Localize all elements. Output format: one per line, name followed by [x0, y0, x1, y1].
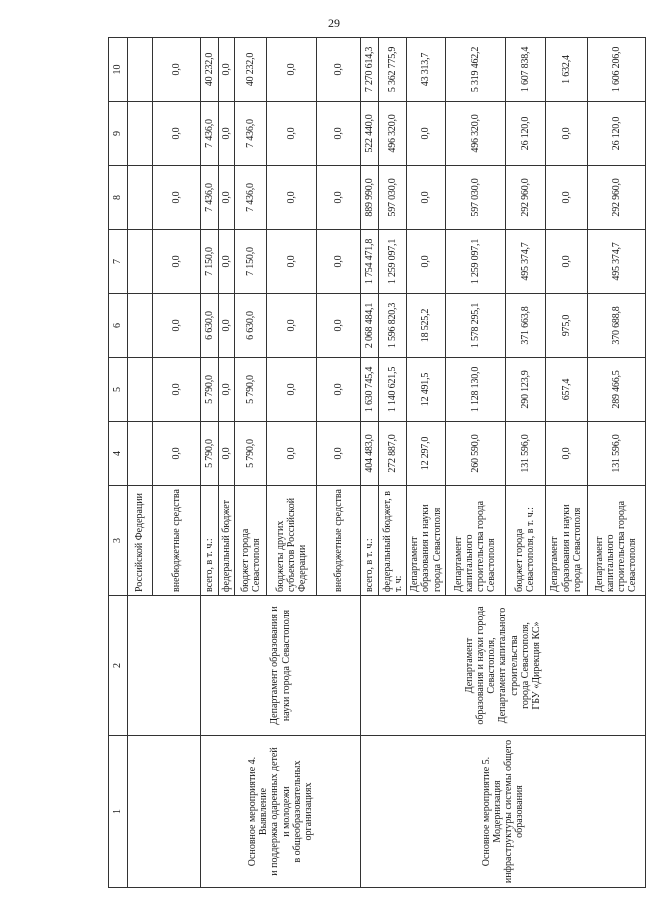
- executor-cell: [128, 596, 201, 736]
- funding-source-cell: Департамент капитального строительства города Севастополя: [445, 486, 505, 596]
- amount-cell: 5 319 462,2: [445, 38, 505, 102]
- amount-cell: 0,0: [153, 230, 201, 294]
- column-number: 2: [109, 596, 128, 736]
- amount-cell: [128, 166, 153, 230]
- column-number: 8: [109, 166, 128, 230]
- column-number: 10: [109, 38, 128, 102]
- activity-cell: [128, 736, 201, 888]
- amount-cell: 0,0: [219, 166, 235, 230]
- amount-cell: 522 440,0: [361, 102, 379, 166]
- amount-cell: 0,0: [317, 422, 361, 486]
- column-number: 9: [109, 102, 128, 166]
- amount-cell: 40 232,0: [235, 38, 267, 102]
- table-row: [361, 38, 379, 888]
- amount-cell: 18 525,2: [407, 294, 446, 358]
- amount-cell: 0,0: [267, 166, 317, 230]
- amount-cell: 597 030,0: [445, 166, 505, 230]
- amount-cell: 495 374,7: [587, 230, 645, 294]
- column-number: 6: [109, 294, 128, 358]
- amount-cell: 7 436,0: [201, 102, 219, 166]
- amount-cell: 40 232,0: [201, 38, 219, 102]
- amount-cell: 0,0: [267, 102, 317, 166]
- amount-cell: 0,0: [545, 422, 587, 486]
- amount-cell: 0,0: [317, 230, 361, 294]
- amount-cell: 1 140 621,5: [379, 358, 407, 422]
- amount-cell: 0,0: [545, 166, 587, 230]
- table-row: [201, 38, 219, 888]
- amount-cell: 495 374,7: [505, 230, 545, 294]
- amount-cell: 2 068 484,1: [361, 294, 379, 358]
- amount-cell: 0,0: [545, 102, 587, 166]
- amount-cell: 12 491,5: [407, 358, 446, 422]
- amount-cell: [128, 358, 153, 422]
- amount-cell: 0,0: [219, 230, 235, 294]
- amount-cell: 1 596 820,3: [379, 294, 407, 358]
- amount-cell: 1 754 471,8: [361, 230, 379, 294]
- amount-cell: 7 436,0: [235, 166, 267, 230]
- amount-cell: 0,0: [267, 230, 317, 294]
- amount-cell: 597 030,0: [379, 166, 407, 230]
- amount-cell: 657,4: [545, 358, 587, 422]
- header-row: [109, 38, 128, 888]
- executor-cell: Департамент образования и науки города Севастополя, Департамент капитального строительства города Севастополя, ГБУ «Дирекция КС»: [361, 596, 646, 736]
- amount-cell: 5 362 775,9: [379, 38, 407, 102]
- amount-cell: 292 960,0: [505, 166, 545, 230]
- amount-cell: 7 150,0: [201, 230, 219, 294]
- amount-cell: 7 150,0: [235, 230, 267, 294]
- amount-cell: 975,0: [545, 294, 587, 358]
- amount-cell: 0,0: [545, 230, 587, 294]
- amount-cell: 0,0: [153, 38, 201, 102]
- amount-cell: 5 790,0: [235, 422, 267, 486]
- amount-cell: 0,0: [407, 166, 446, 230]
- amount-cell: 0,0: [317, 358, 361, 422]
- amount-cell: 5 790,0: [201, 358, 219, 422]
- amount-cell: 0,0: [153, 422, 201, 486]
- column-number: 1: [109, 736, 128, 888]
- amount-cell: 0,0: [317, 294, 361, 358]
- amount-cell: 1 606 206,0: [587, 38, 645, 102]
- amount-cell: 290 123,9: [505, 358, 545, 422]
- amount-cell: 1 259 097,1: [379, 230, 407, 294]
- amount-cell: 1 607 838,4: [505, 38, 545, 102]
- amount-cell: 26 120,0: [505, 102, 545, 166]
- table-body: [109, 38, 646, 888]
- column-number: 7: [109, 230, 128, 294]
- rotated-table-wrapper: [108, 38, 639, 888]
- funding-source-cell: бюджет города Севастополя, в т. ч.:: [505, 486, 545, 596]
- amount-cell: 496 320,0: [445, 102, 505, 166]
- funding-source-cell: Российской Федерации: [128, 486, 153, 596]
- amount-cell: 0,0: [317, 102, 361, 166]
- column-number: 5: [109, 358, 128, 422]
- amount-cell: 6 630,0: [235, 294, 267, 358]
- amount-cell: [128, 230, 153, 294]
- amount-cell: 260 590,0: [445, 422, 505, 486]
- amount-cell: [128, 102, 153, 166]
- amount-cell: 0,0: [219, 38, 235, 102]
- amount-cell: 0,0: [219, 358, 235, 422]
- amount-cell: 26 120,0: [587, 102, 645, 166]
- amount-cell: 12 297,0: [407, 422, 446, 486]
- amount-cell: 1 630 745,4: [361, 358, 379, 422]
- funding-source-cell: Департамент капитального строительства города Севастополя: [587, 486, 645, 596]
- amount-cell: 292 960,0: [587, 166, 645, 230]
- column-number: 3: [109, 486, 128, 596]
- amount-cell: 5 790,0: [235, 358, 267, 422]
- amount-cell: 5 790,0: [201, 422, 219, 486]
- amount-cell: 272 887,0: [379, 422, 407, 486]
- executor-cell: Департамент образования и науки города Севастополя: [201, 596, 361, 736]
- amount-cell: 1 259 097,1: [445, 230, 505, 294]
- amount-cell: 0,0: [219, 102, 235, 166]
- amount-cell: 370 688,8: [587, 294, 645, 358]
- funding-source-cell: бюджеты других субъектов Российской Федерации: [267, 486, 317, 596]
- activity-cell: Основное мероприятие 4. Выявление и поддержка одаренных детей и молодежи в общеобразовательных организациях: [201, 736, 361, 888]
- amount-cell: 131 596,0: [587, 422, 645, 486]
- funding-source-cell: Департамент образования и науки города Севастополя: [545, 486, 587, 596]
- amount-cell: 1 632,4: [545, 38, 587, 102]
- amount-cell: 0,0: [219, 294, 235, 358]
- amount-cell: 0,0: [267, 38, 317, 102]
- amount-cell: 289 466,5: [587, 358, 645, 422]
- amount-cell: [128, 294, 153, 358]
- funding-source-cell: внебюджетные средства: [153, 486, 201, 596]
- funding-source-cell: бюджет города Севастополя: [235, 486, 267, 596]
- amount-cell: 1 128 130,0: [445, 358, 505, 422]
- amount-cell: 131 596,0: [505, 422, 545, 486]
- amount-cell: 0,0: [267, 358, 317, 422]
- amount-cell: 0,0: [153, 358, 201, 422]
- funding-source-cell: Департамент образования и науки города Севастополя: [407, 486, 446, 596]
- amount-cell: 404 483,0: [361, 422, 379, 486]
- amount-cell: [128, 422, 153, 486]
- table-row: [128, 38, 153, 888]
- amount-cell: [128, 38, 153, 102]
- amount-cell: 43 313,7: [407, 38, 446, 102]
- amount-cell: 7 436,0: [235, 102, 267, 166]
- amount-cell: 889 990,0: [361, 166, 379, 230]
- amount-cell: 0,0: [153, 102, 201, 166]
- amount-cell: 7 436,0: [201, 166, 219, 230]
- amount-cell: 6 630,0: [201, 294, 219, 358]
- funding-source-cell: всего, в т. ч.:: [361, 486, 379, 596]
- funding-source-cell: всего, в т. ч.:: [201, 486, 219, 596]
- amount-cell: 0,0: [267, 294, 317, 358]
- amount-cell: 0,0: [153, 294, 201, 358]
- page-number: 29: [328, 16, 340, 30]
- budget-table: [108, 37, 646, 888]
- column-number: 4: [109, 422, 128, 486]
- amount-cell: 0,0: [267, 422, 317, 486]
- funding-source-cell: федеральный бюджет, в т. ч:: [379, 486, 407, 596]
- amount-cell: 0,0: [407, 230, 446, 294]
- amount-cell: 1 578 295,1: [445, 294, 505, 358]
- amount-cell: 0,0: [153, 166, 201, 230]
- funding-source-cell: федеральный бюджет: [219, 486, 235, 596]
- amount-cell: 0,0: [219, 422, 235, 486]
- amount-cell: 496 320,0: [379, 102, 407, 166]
- amount-cell: 0,0: [407, 102, 446, 166]
- amount-cell: 7 270 614,3: [361, 38, 379, 102]
- amount-cell: 0,0: [317, 166, 361, 230]
- activity-cell: Основное мероприятие 5. Модернизация инфраструктуры системы общего образования: [361, 736, 646, 888]
- amount-cell: 0,0: [317, 38, 361, 102]
- funding-source-cell: внебюджетные средства: [317, 486, 361, 596]
- amount-cell: 371 663,8: [505, 294, 545, 358]
